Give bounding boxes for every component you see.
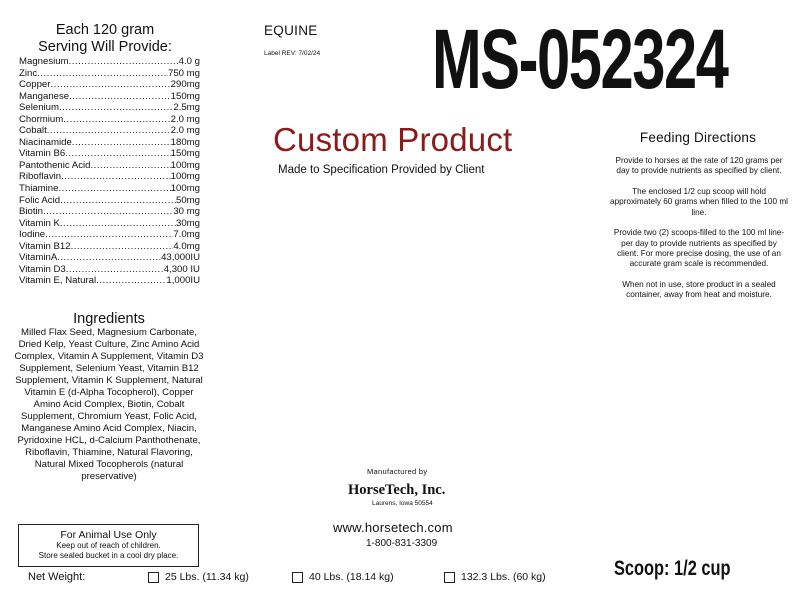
- product-code: MS-052324: [432, 12, 728, 106]
- nutrient-value: 4,300 IU: [163, 263, 200, 275]
- checkbox-132lb[interactable]: [444, 572, 455, 583]
- nutrient-value: 2.0 mg: [170, 125, 200, 137]
- weight-option-label: 132.3 Lbs. (60 kg): [461, 571, 546, 583]
- nutrient-row: [19, 137, 200, 149]
- company-phone: 1-800-831-3309: [366, 538, 438, 549]
- nutrient-value: 180mg: [170, 136, 200, 148]
- nutrient-leader-dots: [45, 229, 173, 241]
- feeding-paragraph: When not in use, store product in a sealed container, away from heat and moisture.: [622, 280, 776, 300]
- nutrient-value: 2.0 mg: [170, 113, 200, 125]
- feeding-paragraph: Provide two (2) scoops-filled to the 100 ml line-per day to provide nutrients as specified by client. For more precise dosing, the use of an accurate gram scale is recommended.: [613, 228, 785, 269]
- nutrient-leader-dots: [37, 68, 168, 80]
- nutrient-leader-dots: [47, 125, 171, 137]
- serving-line-2: Serving Will Provide:: [38, 39, 172, 55]
- nutrient-name: Vitamin B12: [19, 240, 71, 252]
- net-weight-label: Net Weight:: [28, 571, 86, 583]
- nutrient-leader-dots: [71, 241, 174, 253]
- nutrient-row: [19, 68, 200, 80]
- feeding-directions-title: Feeding Directions: [639, 130, 757, 145]
- nutrient-leader-dots: [43, 206, 173, 218]
- nutrient-value: 30 mg: [173, 206, 200, 218]
- label-revision: Label REV: 7/02/24: [264, 50, 321, 57]
- company-website: www.horsetech.com: [333, 520, 453, 535]
- nutrient-leader-dots: [69, 91, 171, 103]
- nutrient-row: [19, 91, 200, 103]
- nutrient-row: [19, 264, 200, 276]
- nutrient-name: Vitamin D3: [19, 263, 66, 275]
- nutrient-row: [19, 218, 200, 230]
- nutrient-leader-dots: [69, 56, 179, 68]
- nutrient-row: [19, 195, 200, 207]
- nutrient-value: 4.0 g: [178, 56, 200, 67]
- nutrient-name: VitaminA: [19, 252, 58, 264]
- nutrient-value: 150mg: [170, 90, 200, 102]
- weight-option-label: 40 Lbs. (18.14 kg): [309, 571, 394, 583]
- weight-option-25lb[interactable]: [148, 571, 249, 583]
- nutrient-value: 100mg: [170, 183, 200, 195]
- custom-product-title: Custom Product: [273, 121, 513, 158]
- nutrient-leader-dots: [66, 264, 164, 276]
- weight-option-label: 25 Lbs. (11.34 kg): [165, 571, 249, 583]
- nutrient-leader-dots: [72, 137, 171, 149]
- nutrient-name: Selenium: [19, 102, 59, 114]
- nutrient-value: 150mg: [170, 148, 200, 160]
- nutrient-name: Vitamin K: [19, 217, 60, 229]
- nutrient-leader-dots: [63, 114, 170, 126]
- feeding-directions: [610, 156, 788, 311]
- nutrient-value: 2.5mg: [173, 102, 200, 114]
- feeding-paragraph: The enclosed 1/2 cup scoop will hold approximately 60 grams when filled to the 100 ml line.: [610, 187, 788, 217]
- nutrient-row: [19, 275, 200, 287]
- nutrient-name: Niacinamide: [19, 136, 72, 148]
- animal-use-title: For Animal Use Only: [60, 529, 157, 541]
- checkbox-25lb[interactable]: [148, 572, 159, 583]
- nutrient-name: Magnesium: [19, 56, 69, 67]
- nutrient-name: Folic Acid: [19, 194, 61, 206]
- ingredients-title: Ingredients: [73, 311, 145, 327]
- nutrient-name: Cobalt: [19, 125, 47, 137]
- nutrient-value: 7.0mg: [173, 229, 200, 241]
- nutrient-row: [19, 241, 200, 253]
- nutrient-row: [19, 160, 200, 172]
- nutrient-value: 100mg: [170, 171, 200, 183]
- serving-header: [0, 22, 210, 56]
- checkbox-40lb[interactable]: [292, 572, 303, 583]
- animal-use-box: [18, 524, 199, 567]
- serving-line-1: Each 120 gram: [55, 22, 155, 38]
- nutrient-row: [19, 79, 200, 91]
- nutrient-row: [19, 183, 200, 195]
- nutrient-value: 30mg: [176, 217, 200, 229]
- nutrient-name: Iodine: [19, 229, 46, 241]
- nutrient-name: Manganese: [19, 90, 70, 102]
- nutrient-leader-dots: [90, 160, 170, 172]
- nutrient-name: Copper: [19, 79, 51, 91]
- nutrient-leader-dots: [59, 102, 173, 114]
- weight-option-40lb[interactable]: [292, 571, 394, 583]
- nutrient-leader-dots: [60, 195, 176, 207]
- nutrient-row: [19, 56, 200, 68]
- animal-use-line-2: Store sealed bucket in a cool dry place.: [38, 551, 179, 560]
- nutrient-name: Zinc: [19, 67, 38, 79]
- nutrient-value: 1,000IU: [166, 275, 200, 287]
- nutrient-leader-dots: [57, 252, 161, 264]
- company-name: HorseTech, Inc.: [348, 482, 446, 498]
- nutrient-row: [19, 102, 200, 114]
- nutrient-value: 290mg: [170, 79, 200, 91]
- nutrient-leader-dots: [65, 148, 170, 160]
- nutrient-row: [19, 206, 200, 218]
- nutrient-row: [19, 229, 200, 241]
- nutrient-value: 43,000IU: [161, 252, 200, 264]
- nutrient-name: Vitamin E, Natural: [19, 275, 97, 287]
- nutrient-row: [19, 148, 200, 160]
- nutrient-value: 50mg: [176, 194, 200, 206]
- nutrient-leader-dots: [96, 275, 166, 287]
- nutrient-list: [19, 56, 200, 287]
- nutrient-name: Chormium: [19, 113, 64, 125]
- animal-use-line-1: Keep out of reach of children.: [56, 541, 161, 550]
- nutrient-value: 750 mg: [168, 67, 200, 79]
- company-address: Laurens, Iowa 50554: [372, 500, 433, 507]
- manufactured-by-label: Manufactured by: [367, 467, 428, 476]
- nutrient-leader-dots: [61, 171, 171, 183]
- species-label: EQUINE: [264, 23, 318, 38]
- nutrient-value: 4.0mg: [173, 240, 200, 252]
- feeding-paragraph: Provide to horses at the rate of 120 grams per day to provide nutrients as specified by client.: [615, 156, 783, 176]
- scoop-size: Scoop: 1/2 cup: [614, 557, 731, 580]
- nutrient-leader-dots: [60, 218, 176, 230]
- nutrient-name: Pantothenic Acid: [19, 159, 91, 171]
- nutrient-name: Riboflavin: [19, 171, 62, 183]
- nutrient-leader-dots: [50, 79, 170, 91]
- nutrient-value: 100mg: [170, 159, 200, 171]
- nutrient-leader-dots: [58, 183, 170, 195]
- nutrient-row: [19, 252, 200, 264]
- ingredients-text: Milled Flax Seed, Magnesium Carbonate, Dried Kelp, Yeast Culture, Zinc Amino Acid Complex, Vitamin A Supplement, Vitamin D3 Supplement, Selenium Yeast, Vitamin B12 Supplement, Vitamin K Supplement, Natural Vitamin E (d-Alpha Tocopherol), Copper Amino Acid Complex, Biotin, Cobalt Supplement, Chromium Yeast, Folic Acid, Manganese Amino Acid Complex, Niacin, Pyridoxine HCL, d-Calcium Panthothenate, Riboflavin, Thiamine, Natural Flavoring, Natural Mixed Tocopherols (natural preservative): [14, 327, 204, 482]
- nutrient-name: Thiamine: [19, 183, 59, 195]
- custom-product-subtitle: Made to Specification Provided by Client: [278, 164, 485, 176]
- weight-option-132lb[interactable]: [444, 571, 546, 583]
- nutrient-row: [19, 171, 200, 183]
- nutrient-row: [19, 114, 200, 126]
- nutrient-name: Vitamin B6: [19, 148, 66, 160]
- nutrient-name: Biotin: [19, 206, 43, 218]
- nutrient-row: [19, 125, 200, 137]
